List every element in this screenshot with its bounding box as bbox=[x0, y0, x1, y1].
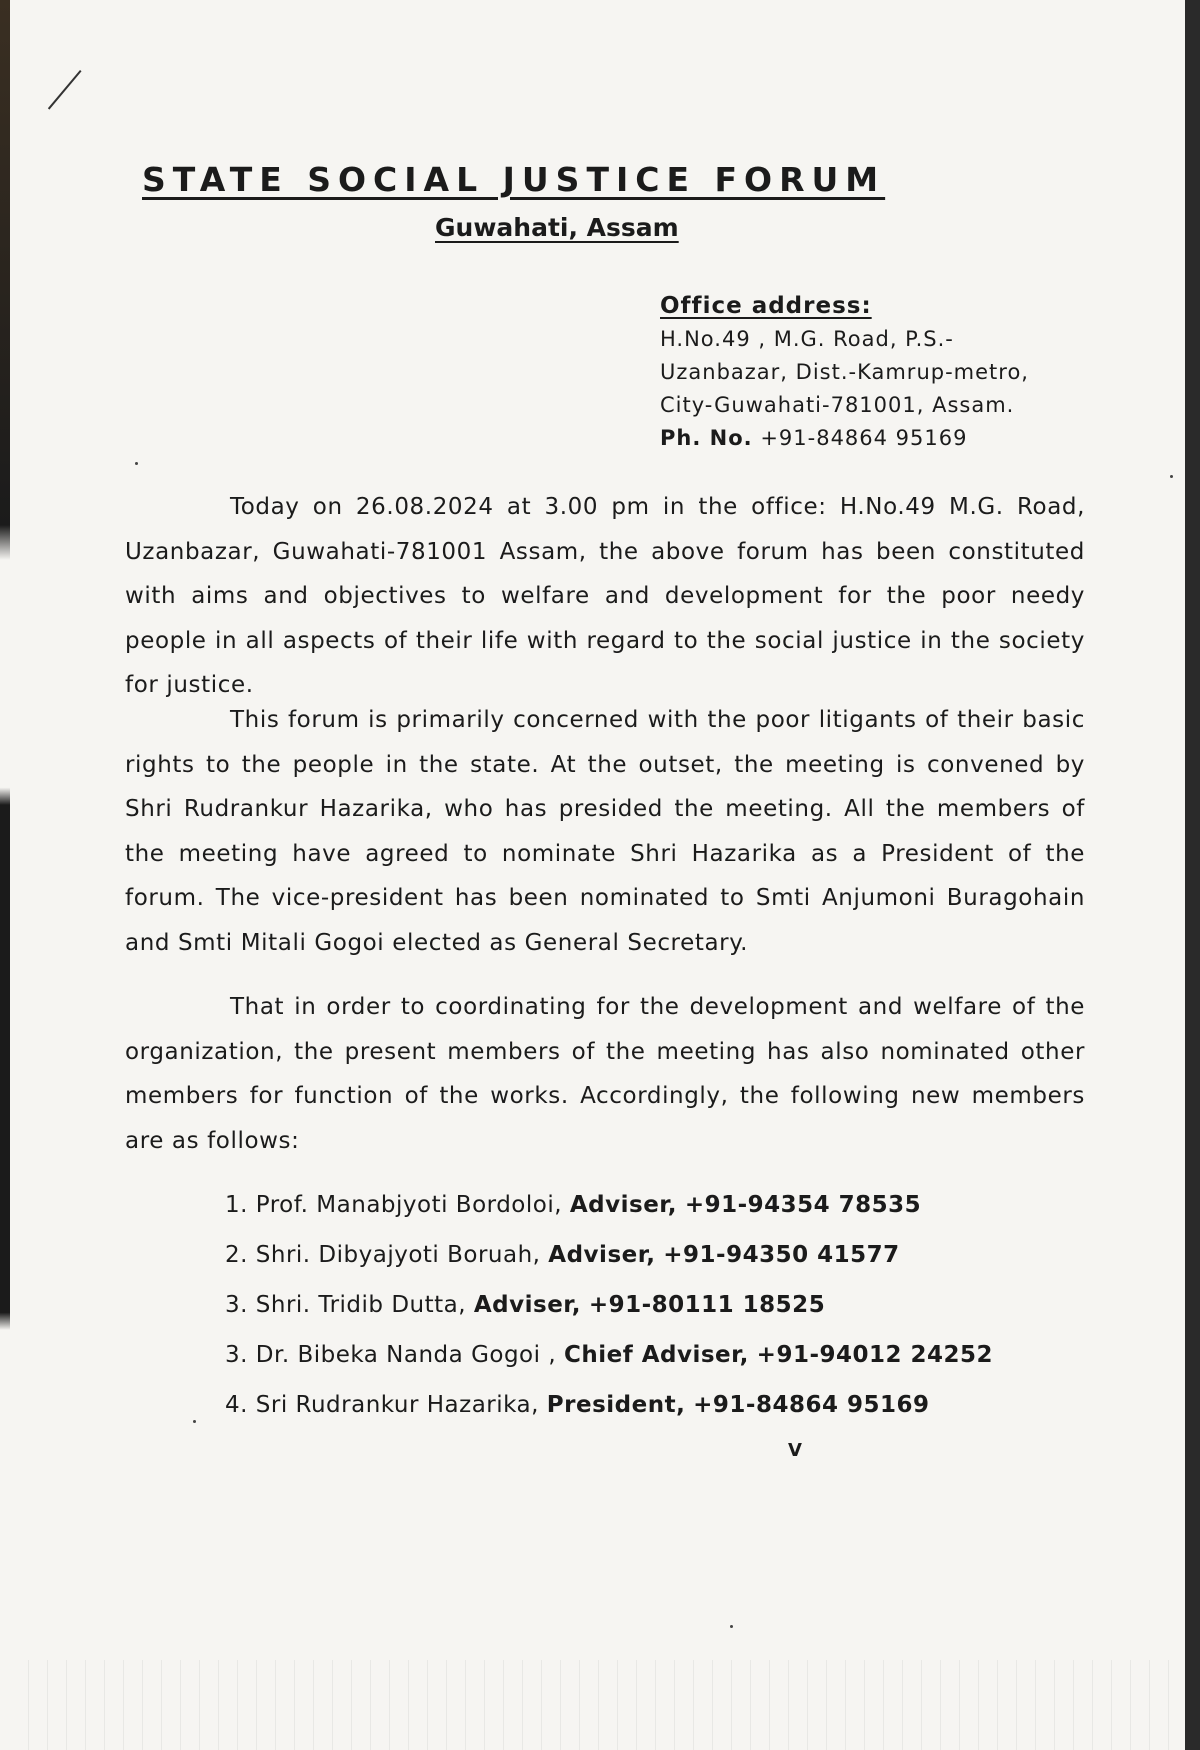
member-name: Shri. Dibyajyoti Boruah, bbox=[255, 1242, 541, 1268]
member-item bbox=[225, 1180, 993, 1230]
document-title: STATE SOCIAL JUSTICE FORUM bbox=[142, 160, 886, 199]
member-name: Sri Rudrankur Hazarika, bbox=[255, 1392, 539, 1418]
member-role: President, bbox=[546, 1392, 686, 1418]
scan-speck bbox=[730, 1625, 733, 1628]
member-role: Adviser, bbox=[473, 1292, 582, 1318]
member-number: 4. bbox=[225, 1392, 248, 1418]
member-phone: +91-80111 18525 bbox=[588, 1292, 826, 1318]
member-item bbox=[225, 1230, 993, 1280]
member-number: 1. bbox=[225, 1192, 248, 1218]
pen-mark bbox=[48, 70, 82, 110]
office-address-line-3: City-Guwahati-781001, Assam. bbox=[660, 393, 1015, 417]
member-phone: +91-94350 41577 bbox=[663, 1242, 900, 1268]
paragraph-1 bbox=[125, 485, 1085, 708]
member-name: Shri. Tridib Dutta, bbox=[255, 1292, 467, 1318]
member-item bbox=[225, 1280, 993, 1330]
member-role: Adviser, bbox=[569, 1192, 677, 1218]
office-address-line-2: Uzanbazar, Dist.-Kamrup-metro, bbox=[660, 360, 1029, 384]
member-number: 2. bbox=[225, 1242, 248, 1268]
scan-speck bbox=[1170, 475, 1173, 478]
member-number: 3. bbox=[225, 1292, 248, 1318]
office-address-line-1: H.No.49 , M.G. Road, P.S.- bbox=[660, 327, 954, 351]
member-phone: +91-84864 95169 bbox=[693, 1392, 930, 1418]
office-phone-line bbox=[660, 422, 1100, 455]
paragraph-1-text: Today on 26.08.2024 at 3.00 pm in the office: H.No.49 M.G. Road, Uzanbazar, Guwahati-781001 Assam, the above forum has been constituted with aims and objectives to welfare and development for the poor needy people in all aspects of their life with regard to the social justice in the society for justice. bbox=[125, 494, 1085, 698]
member-item bbox=[225, 1380, 993, 1430]
document-subtitle: Guwahati, Assam bbox=[435, 213, 679, 242]
document-page bbox=[10, 0, 1185, 1750]
office-address-heading: Office address: bbox=[660, 293, 872, 319]
scan-edge bbox=[0, 0, 10, 1750]
scan-speck bbox=[193, 1420, 196, 1423]
office-address-block bbox=[660, 290, 1100, 455]
paragraph-2-text: This forum is primarily concerned with the poor litigants of their basic rights to the people in the state. At the outset, the meeting is convened by Shri Rudrankur Hazarika, who has presided the meeting. All the members of the meeting have agreed to nominate Shri Hazarika as a President of the forum. The vice-president has been nominated to Smti Anjumoni Buragohain and Smti Mitali Gogoi elected as General Secretary. bbox=[125, 707, 1085, 956]
member-role: Chief Adviser, bbox=[563, 1342, 749, 1368]
paragraph-3-text: That in order to coordinating for the development and welfare of the organization, the present members of the meeting has also nominated other members for function of the works. Accordingly, the following new members are as follows: bbox=[125, 994, 1085, 1154]
office-phone-label: Ph. No. bbox=[660, 426, 753, 450]
paragraph-3 bbox=[125, 985, 1085, 1163]
member-phone: +91-94354 78535 bbox=[684, 1192, 922, 1218]
handwritten-mark: V bbox=[788, 1440, 802, 1461]
member-item bbox=[225, 1330, 993, 1380]
paragraph-2 bbox=[125, 698, 1085, 965]
members-list bbox=[225, 1180, 993, 1430]
scanner-feed-marks bbox=[10, 1660, 1185, 1750]
member-name: Dr. Bibeka Nanda Gogoi , bbox=[255, 1342, 557, 1368]
member-number: 3. bbox=[225, 1342, 248, 1368]
member-name: Prof. Manabjyoti Bordoloi, bbox=[255, 1192, 563, 1218]
scan-speck bbox=[135, 462, 138, 465]
office-phone-number: +91-84864 95169 bbox=[760, 426, 968, 450]
member-role: Adviser, bbox=[548, 1242, 656, 1268]
member-phone: +91-94012 24252 bbox=[756, 1342, 994, 1368]
